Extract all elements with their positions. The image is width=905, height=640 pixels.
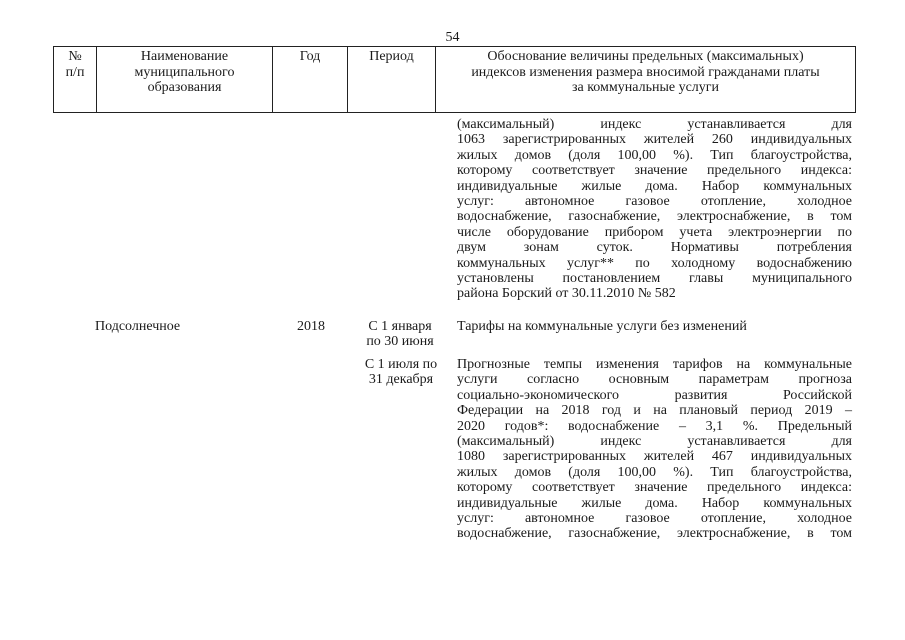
text-line: двум зонам суток. Нормативы потребления: [457, 240, 852, 256]
text-line: Прогнозные темпы изменения тарифов на коммунальные: [457, 357, 852, 372]
text-line: (максимальный) индекс устанавливается для: [457, 117, 852, 132]
header-municipality: Наименование муниципального образования: [97, 47, 273, 113]
period-first-half: [364, 319, 436, 350]
text-line: услуг: автономное газовое отопление, холодное: [457, 193, 852, 209]
text-line: индивидуальные жилые дома. Набор коммунальных: [457, 178, 852, 194]
text-line: жилых домов (доля 100,00 %). Тип благоустройства,: [457, 464, 852, 480]
text-line: района Борский от 30.11.2010 № 582: [457, 286, 676, 302]
text-line: (максимальный) индекс устанавливается для: [457, 433, 852, 449]
justification-no-change: Тарифы на коммунальные услуги без изменений: [457, 319, 747, 334]
text-line: Федерации на 2018 год и на плановый период 2019 –: [457, 403, 852, 419]
text-line: 1063 зарегистрированных жителей 260 индивидуальных: [457, 132, 852, 148]
header-year: Год: [273, 47, 348, 113]
justification-continuation: [457, 117, 852, 302]
text-line: жилых домов (доля 100,00 %). Тип благоустройства,: [457, 147, 852, 163]
period-line: по 30 июня: [366, 334, 434, 350]
text-line: числе оборудование прибором учета электроэнергии по: [457, 224, 852, 240]
header-number: № п/п: [54, 47, 97, 113]
text-line: коммунальных услуг** по холодному водоснабжению: [457, 255, 852, 271]
row-year: 2018: [297, 319, 325, 334]
text-line: 2020 годов*: водоснабжение – 3,1 %. Предельный: [457, 418, 852, 434]
header-justification: Обоснование величины предельных (максимальных) индексов изменения размера вносимой гражданами платы за коммунальные услуги: [436, 47, 856, 113]
page-number: 54: [445, 30, 460, 45]
text-line: индивидуальные жилые дома. Набор коммунальных: [457, 495, 852, 511]
municipality-name: Подсолнечное: [95, 319, 181, 334]
text-line: водоснабжение, газоснабжение, электроснабжение, в том: [457, 209, 852, 225]
text-line: которому соответствует значение предельного индекса:: [457, 480, 852, 496]
period-line: С 1 января: [368, 319, 432, 334]
text-line: услуги согласно основным параметрам прогноза: [457, 372, 852, 388]
text-line: социально-экономического развития Российской: [457, 387, 852, 403]
justification-forecast: [457, 357, 852, 542]
text-line: водоснабжение, газоснабжение, электроснабжение, в том: [457, 526, 852, 542]
header-row: [54, 47, 856, 113]
text-line: 1080 зарегистрированных жителей 467 индивидуальных: [457, 449, 852, 465]
period-second-half: [362, 357, 440, 388]
text-line: установлены постановлением главы муниципального: [457, 270, 852, 286]
text-line: которому соответствует значение предельного индекса:: [457, 163, 852, 179]
text-line: услуг: автономное газовое отопление, холодное: [457, 510, 852, 526]
header-period: Период: [348, 47, 436, 113]
table-header: [53, 46, 856, 113]
period-line: 31 декабря: [368, 372, 434, 388]
period-line: С 1 июля по: [364, 357, 438, 372]
